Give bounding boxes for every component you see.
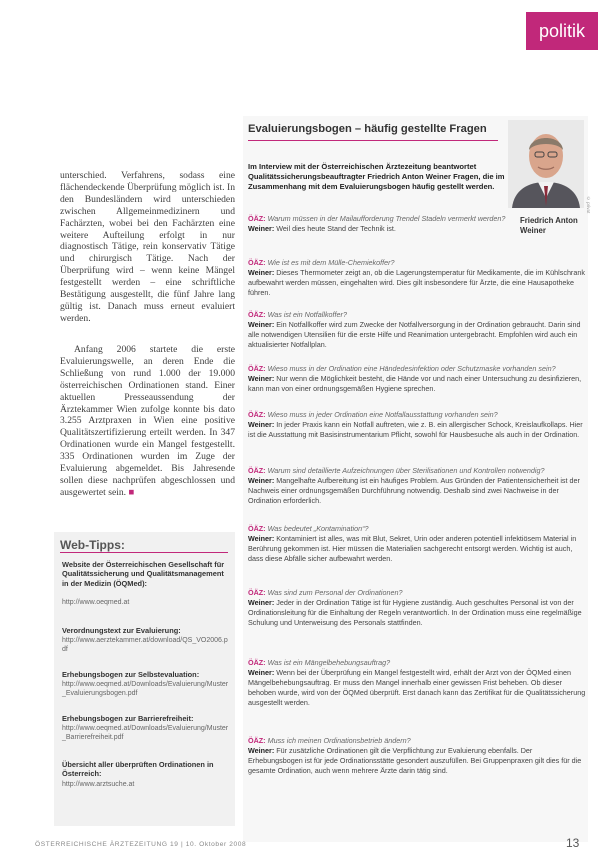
- end-mark: ■: [128, 486, 135, 498]
- question-text: Wie ist es mit dem Mülle-Chemiekoffer?: [267, 258, 395, 267]
- qa-item: [248, 364, 586, 394]
- answer-label: Weiner:: [248, 420, 275, 429]
- web-tip-link[interactable]: http://www.oeqmed.at/Downloads/Evaluierung/Muster_Evaluierungsbogen.pdf: [62, 681, 229, 697]
- question-label: ÖÄZ:: [248, 410, 266, 419]
- page-number: 13: [566, 836, 580, 850]
- qa-item: [248, 214, 510, 234]
- qa-item: [248, 310, 586, 350]
- answer-text: Für zusätzliche Ordinationen gilt die Verpflichtung zur Evaluierung ebenfalls. Der Erhebungsbogen ist für jede Ordinationsstätte gesondert auszufüllen. Bei Gruppenpraxen gilt dies für die gesamte Ordination, auch wenn mehrere Ärzte darin tätig sind.: [248, 746, 582, 775]
- answer-label: Weiner:: [248, 534, 275, 543]
- qa-item: [248, 524, 586, 564]
- answer-label: Weiner:: [248, 598, 275, 607]
- answer-text: In jeder Praxis kann ein Notfall auftreten, wie z. B. ein allergischer Schock, Kreislaufkollaps. Hier ist die Ausstattung mit Basisinstrumentarium Pflicht, sowohl für Hausbesuche als auch in der Ordination.: [248, 420, 583, 439]
- answer-text: Nur wenn die Möglichkeit besteht, die Hände vor und nach einer Untersuchung zu desinfizieren, kann man von einer ordnungsgemäßen Hygiene sprechen.: [248, 374, 582, 393]
- question-text: Wieso muss in jeder Ordination eine Notfallausstattung vorhanden sein?: [267, 410, 498, 419]
- web-tip-link[interactable]: http://www.oeqmed.at: [62, 599, 130, 606]
- question-label: ÖÄZ:: [248, 364, 266, 373]
- question-label: ÖÄZ:: [248, 258, 266, 267]
- question-label: ÖÄZ:: [248, 310, 266, 319]
- answer-text: Jeder in der Ordination Tätige ist für Hygiene zuständig. Auch geschultes Personal ist von der Ordinationsleitung für die Einhaltung der Regeln verantwortlich. In der Ordination muss eine regelmäßige Schulung und Unterweisung des Personals stattfinden.: [248, 598, 582, 627]
- answer-label: Weiner:: [248, 476, 275, 485]
- web-tips-title: Web-Tipps:: [60, 538, 125, 552]
- photo-credit: © privat: [586, 196, 591, 214]
- body-paragraph-2: [60, 344, 235, 499]
- answer-text: Wenn bei der Überprüfung ein Mangel festgestellt wird, erhält der Arzt von der ÖQMed einen Mängelbehebungsauftrag. Er muss den Mangel innerhalb einer gewissen Frist beheben. Ob dieser behoben wurde, wird von der ÖQMed überprüft. Erst danach kann das Zertifikat für die Qualitätssicherung ausgestellt werden.: [248, 668, 586, 707]
- section-tab: politik: [526, 12, 598, 50]
- question-label: ÖÄZ:: [248, 524, 266, 533]
- qa-item: [248, 736, 586, 776]
- question-label: ÖÄZ:: [248, 588, 266, 597]
- portrait-photo: [508, 120, 584, 208]
- question-label: ÖÄZ:: [248, 736, 266, 745]
- answer-text: Dieses Thermometer zeigt an, ob die Lagerungstemperatur für Medikamente, die im Kühlschrank aufbewahrt werden müssen, eingehalten wird. Dies gilt insbesondere für Ärzte, die eine Hausapotheke führen.: [248, 268, 585, 297]
- portrait-illustration: [508, 120, 584, 208]
- answer-label: Weiner:: [248, 224, 275, 233]
- answer-label: Weiner:: [248, 374, 275, 383]
- answer-text: Mangelhafte Aufbereitung ist ein häufiges Problem. Aus Gründen der Patientensicherheit ist der Nachweis einer ordnungsgemäßen Durchführung notwendig. Deshalb sind zwei Nachweise in der Ordination erforderlich.: [248, 476, 580, 505]
- qa-item: [248, 466, 586, 506]
- answer-label: Weiner:: [248, 320, 275, 329]
- web-tip-title: Website der Österreichischen Gesellschaft für Qualitätssicherung und Qualitätsmanagement in der Medizin (ÖQMed):: [62, 560, 225, 588]
- web-tip-link[interactable]: http://www.aerztekammer.at/download/QS_VO2006.pdf: [62, 637, 228, 653]
- web-tip-link[interactable]: http://www.oeqmed.at/Downloads/Evaluierung/Muster_Barrierefreiheit.pdf: [62, 725, 229, 741]
- web-tip-title: Erhebungsbogen zur Barrierefreiheit:: [62, 714, 194, 723]
- footer-publication: ÖSTERREICHISCHE ÄRZTEZEITUNG 19 | 10. Oktober 2008: [35, 841, 247, 848]
- answer-label: Weiner:: [248, 268, 275, 277]
- qa-item: [248, 588, 586, 628]
- question-text: Was ist ein Notfallkoffer?: [267, 310, 347, 319]
- question-text: Warum sind detaillierte Aufzeichnungen über Sterilisationen und Kontrollen notwendig?: [267, 466, 545, 475]
- web-tip-title: Übersicht aller überprüften Ordinationen in Österreich:: [62, 760, 214, 779]
- web-tip-link[interactable]: http://www.arztsuche.at: [62, 781, 135, 788]
- faq-title: Evaluierungsbogen – häufig gestellte Fragen: [248, 123, 487, 135]
- photo-caption: Friedrich Anton Weiner: [520, 216, 578, 235]
- question-label: ÖÄZ:: [248, 658, 266, 667]
- answer-text: Weil dies heute Stand der Technik ist.: [276, 224, 396, 233]
- web-tips-rule: [60, 552, 228, 553]
- question-text: Warum müssen in der Mailaufforderung Trendel Stadeln vermerkt werden?: [267, 214, 506, 223]
- qa-item: [248, 410, 586, 440]
- body-paragraph-2-text: Anfang 2006 startete die erste Evaluierungswelle, an deren Ende die Schließung von rund 1.000 der 19.000 österreichischen Ordinationen stand. Einer aktuellen Presseaussendung der Ärztekammer Wien zufolge konnte bis dato 3.255 Arztpraxen in Wien eine positive Qualitätszertifizierung erteilt werden. In 347 Ordinationen wurde ein Mangel festgestellt. 335 Ordinationen wurden im Zuge der Evaluierung abgemeldet. Bis Jahresende sollen diese nachprüfen abgeschlossen und ausgewertet sein.: [60, 344, 235, 498]
- web-tip-title: Erhebungsbogen zur Selbstevaluation:: [62, 670, 200, 679]
- qa-item: [248, 658, 586, 708]
- web-tip-title: Verordnungstext zur Evaluierung:: [62, 626, 181, 635]
- body-paragraph-1: unterschied. Verfahrens, sodass eine flächendeckende Überprüfung möglich ist. In den Bundesländern wird unterschieden zwischen Allgemeinmedizinern und Fachärzten, wobei bei den Fachärzten eine weitere Aufteilung erfolgt in nur diagnostisch Tätige, rein konservativ Tätige und chirurgisch Tätige. Nach der Überprüfung wird – wenn keine Mängel festgestellt werden – eine schriftliche Bestätigung ausgestellt, die fünf Jahre lang gültig ist. Danach muss erneut evaluiert werden.: [60, 170, 235, 324]
- question-text: Was bedeutet „Kontamination“?: [267, 524, 369, 533]
- answer-text: Ein Notfallkoffer wird zum Zwecke der Notfallversorgung in der Ordination gebraucht. Darin sind alle notwendigen Utensilien für die erste Hilfe und Reanimation untergebracht. Empfohlen wird auch ein aktualisierter Notfallplan.: [248, 320, 581, 349]
- question-label: ÖÄZ:: [248, 466, 266, 475]
- question-text: Muss ich meinen Ordinationsbetrieb ändern?: [267, 736, 411, 745]
- answer-label: Weiner:: [248, 668, 275, 677]
- qa-item: [248, 258, 586, 298]
- question-label: ÖÄZ:: [248, 214, 266, 223]
- question-text: Was ist ein Mängelbehebungsauftrag?: [267, 658, 391, 667]
- faq-intro: Im Interview mit der Österreichischen Ärztezeitung beantwortet Qualitätssicherungsbeauftragter Friedrich Anton Weiner Fragen, die im Zusammenhang mit dem Evaluierungsbogen häufig gestellt werden.: [248, 162, 505, 191]
- question-text: Wieso muss in der Ordination eine Händedesinfektion oder Schutzmaske vorhanden sein?: [267, 364, 556, 373]
- answer-label: Weiner:: [248, 746, 275, 755]
- answer-text: Kontaminiert ist alles, was mit Blut, Sekret, Urin oder anderen potentiell infektiösem Material in Berührung gekommen ist. Hier müssen die Materialien sachgerecht entsorgt werden. Wichtig ist auch, dass diese Abfälle sicher aufbewahrt werden.: [248, 534, 577, 563]
- faq-title-rule: [248, 140, 498, 141]
- question-text: Was sind zum Personal der Ordinationen?: [267, 588, 403, 597]
